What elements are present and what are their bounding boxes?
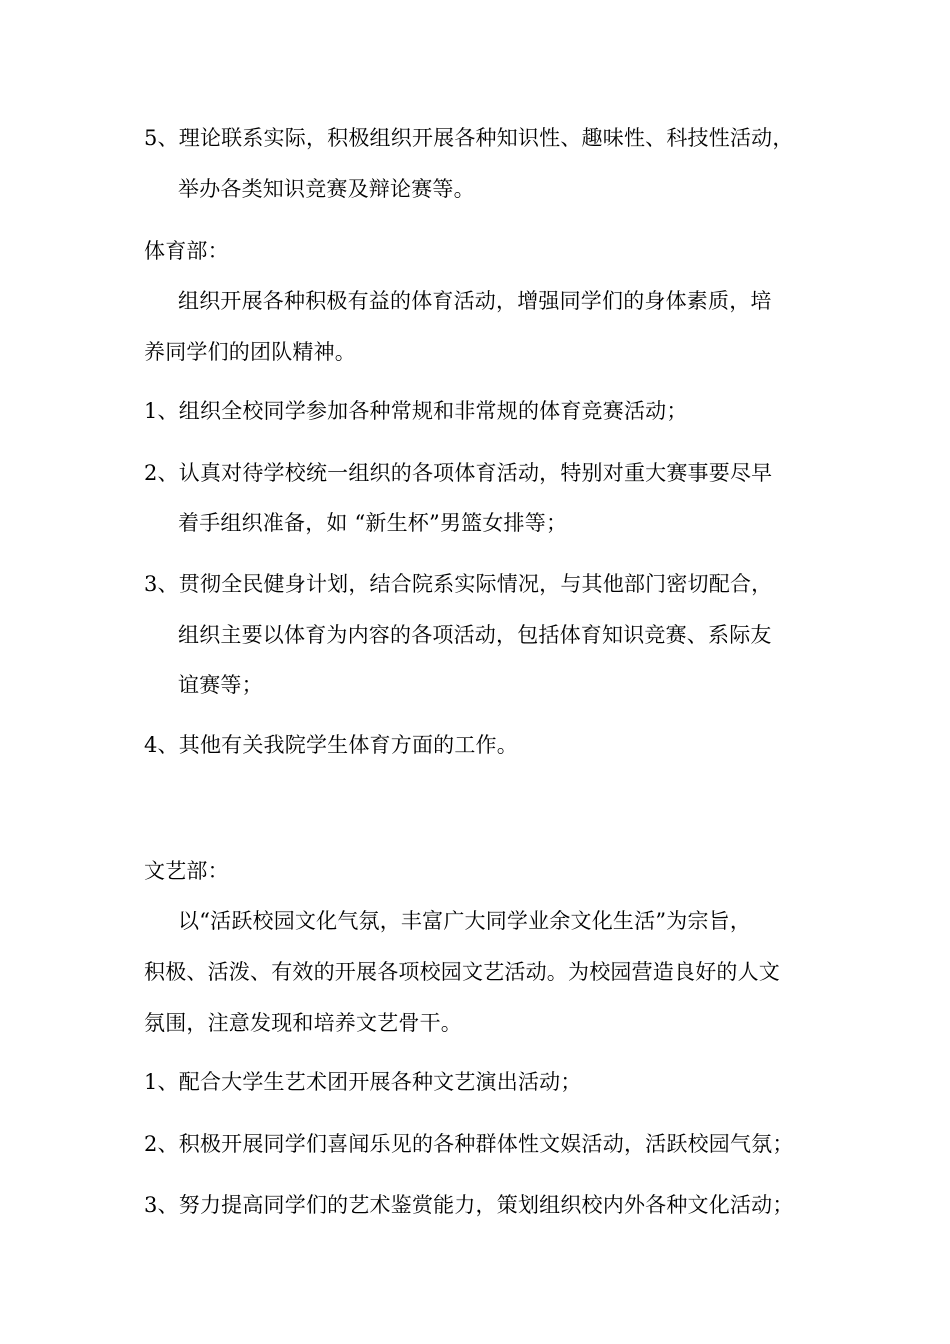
sports-item-3-line-3: 谊赛等； bbox=[178, 673, 263, 697]
sports-intro-line-1: 组织开展各种积极有益的体育活动，增强同学们的身体素质，培 bbox=[178, 289, 772, 313]
sports-item-2-line-2: 着手组织准备，如 “新生杯”男篮女排等； bbox=[178, 511, 568, 535]
sports-item-5-line-1: 5、理论联系实际，积极组织开展各种知识性、趣味性、科技性活动， bbox=[144, 126, 794, 150]
sports-item-4: 4、其他有关我院学生体育方面的工作。 bbox=[144, 733, 518, 757]
sports-department-heading: 体育部： bbox=[144, 239, 229, 263]
arts-intro-line-1: 以“活跃校园文化气氛，丰富广大同学业余文化生活”为宗旨， bbox=[178, 909, 752, 933]
sports-item-2-line-1: 2、认真对待学校统一组织的各项体育活动，特别对重大赛事要尽早 bbox=[144, 461, 773, 485]
arts-intro-line-3: 氛围，注意发现和培养文艺骨干。 bbox=[144, 1011, 462, 1035]
arts-department-heading: 文艺部： bbox=[144, 859, 229, 883]
sports-item-1: 1、组织全校同学参加各种常规和非常规的体育竞赛活动； bbox=[144, 399, 688, 423]
sports-intro-line-2: 养同学们的团队精神。 bbox=[144, 340, 356, 364]
sports-item-5-line-2: 举办各类知识竞赛及辩论赛等。 bbox=[178, 177, 475, 201]
arts-intro-line-2: 积极、活泼、有效的开展各项校园文艺活动。为校园营造良好的人文 bbox=[144, 960, 780, 984]
arts-item-2: 2、积极开展同学们喜闻乐见的各种群体性文娱活动，活跃校园气氛； bbox=[144, 1132, 794, 1156]
sports-item-3-line-2: 组织主要以体育为内容的各项活动，包括体育知识竞赛、系际友 bbox=[178, 623, 772, 647]
arts-item-1: 1、配合大学生艺术团开展各种文艺演出活动； bbox=[144, 1070, 582, 1094]
sports-item-3-line-1: 3、贯彻全民健身计划，结合院系实际情况，与其他部门密切配合， bbox=[144, 572, 773, 596]
arts-item-3: 3、努力提高同学们的艺术鉴赏能力，策划组织校内外各种文化活动； bbox=[144, 1193, 794, 1217]
